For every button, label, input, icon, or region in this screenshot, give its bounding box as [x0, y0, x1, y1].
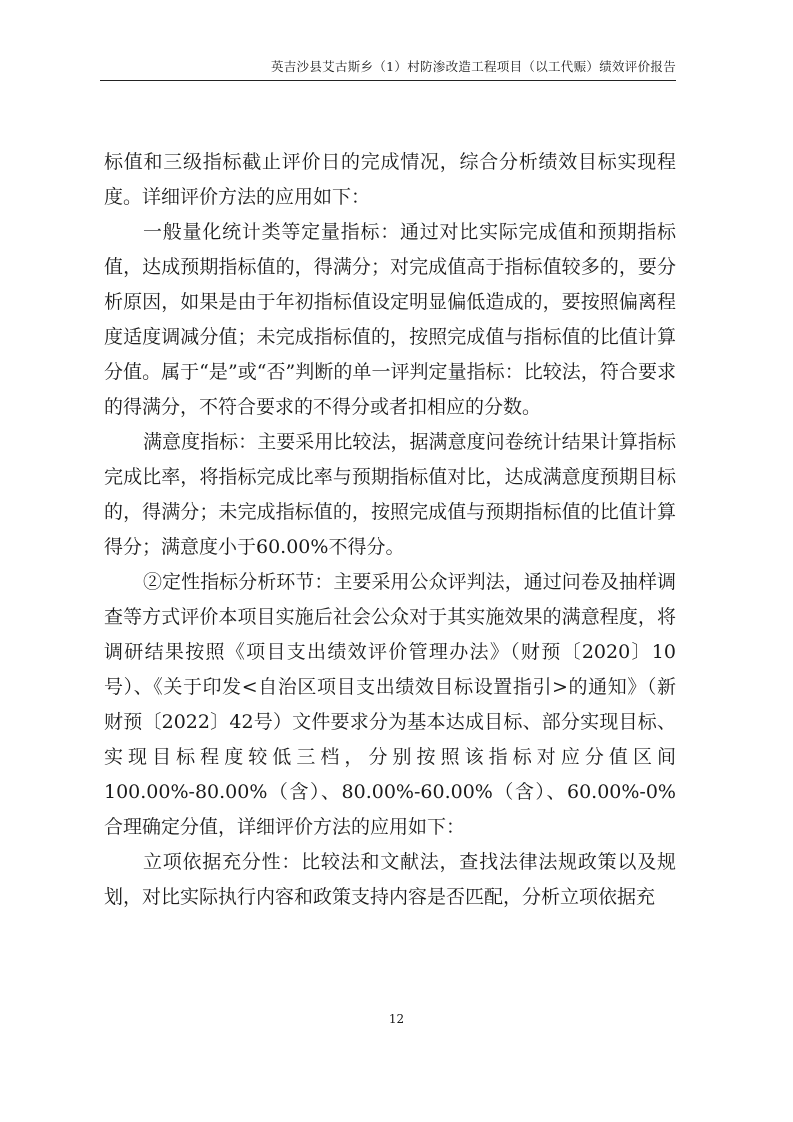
- body-text: [104, 145, 676, 915]
- running-header: 英吉沙县艾古斯乡（1）村防渗改造工程项目（以工代赈）绩效评价报告: [270, 59, 676, 74]
- paragraph-project-basis: 立项依据充分性：比较法和文献法，查找法律法规政策以及规划，对比实际执行内容和政策支持内容是否匹配，分析立项依据充: [104, 851, 676, 908]
- header-rule: [100, 80, 676, 81]
- paragraph-continuation: 标值和三级指标截止评价日的完成情况，综合分析绩效目标实现程度。详细评价方法的应用如下：: [104, 151, 676, 208]
- paragraph-quantitative-indicators: 一般量化统计类等定量指标：通过对比实际完成值和预期指标值，达成预期指标值的，得满分；对完成值高于指标值较多的，要分析原因，如果是由于年初指标值设定明显偏低造成的，要按照偏离程度适度调减分值；未完成指标值的，按照完成值与指标值的比值计算分值。属于“是”或“否”判断的单一评判定量指标：比较法，符合要求的得满分，不符合要求的不得分或者扣相应的分数。: [104, 221, 676, 418]
- page-number: 12: [388, 1012, 405, 1026]
- paragraph-satisfaction-indicators: 满意度指标：主要采用比较法，据满意度问卷统计结果计算指标完成比率，将指标完成比率与预期指标值对比，达成满意度预期目标的，得满分；未完成指标值的，按照完成值与预期指标值的比值计算得分；满意度小于60.00%不得分。: [104, 431, 676, 558]
- paragraph-qualitative-analysis: ②定性指标分析环节：主要采用公众评判法，通过问卷及抽样调查等方式评价本项目实施后社会公众对于其实施效果的满意程度，将调研结果按照《项目支出绩效评价管理办法》（财预〔2020〕10号）、《关于印发<自治区项目支出绩效目标设置指引>的通知》（新财预〔2022〕42号）文件要求分为基本达成目标、部分实现目标、实现目标程度较低三档，分别按照该指标对应分值区间100.00%-80.00%（含）、80.00%-60.00%（含）、60.00%-0% 合理确定分值，详细评价方法的应用如下：: [104, 571, 676, 838]
